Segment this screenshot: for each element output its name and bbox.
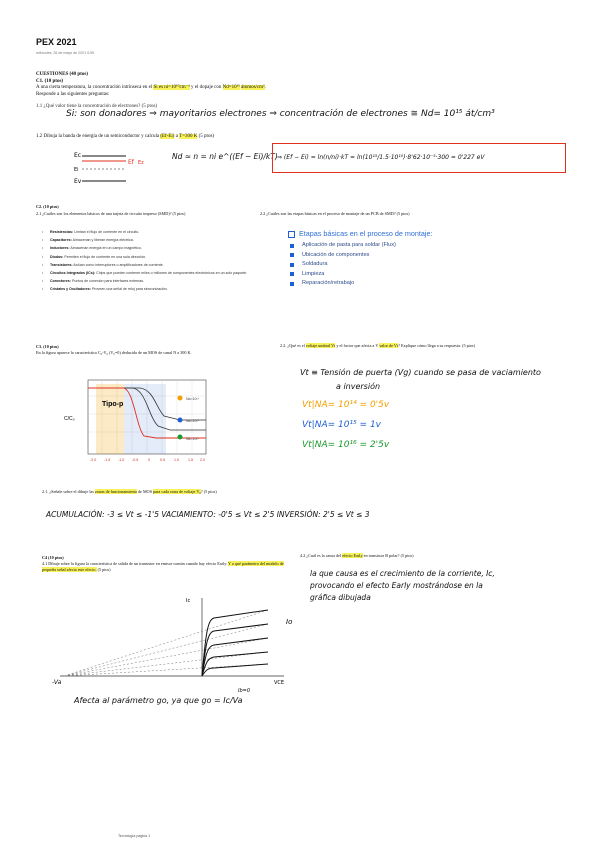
pcb-element-item [42,238,252,242]
pcb-element-name: Resistencias: [50,230,74,234]
c1-intro-text-2: y el dopaje con [189,85,222,90]
q12-highlight-temp: T=300 K [179,134,198,139]
pcb-element-item [42,279,252,283]
c1-intro-highlight-nd: Nd=10¹⁵ [222,85,240,90]
vt-definition: Vt ≡ Tensión de puerta (Vg) cuando se pasa de vaciamiento [300,368,541,377]
question-1-1: 1.1 ¿Qué valor tiene la concentración de electrones? (5 ptos) [36,104,158,109]
stages-title-text: Etapas básicas en el proceso de montaje: [299,229,433,238]
section-heading: CUESTIONES (40 ptos) [36,72,88,77]
zone-depletion [124,384,166,454]
xtick: -1.0 [118,458,125,462]
q12-highlight-ef-ei: (Ef-Ei) [160,134,175,139]
io-label: Io [286,618,293,626]
legend-na14: Na=10¹⁴ [186,397,200,401]
zone-accumulation [96,384,124,454]
q12-text-2: a [174,134,178,139]
q22-text-3: ? Explique cómo llega a su respuesta. (5 ptos) [398,343,475,348]
c1-intro-highlight-ni: Si es ni=10¹⁰cm⁻³ [153,85,190,90]
band-ei-label: Ei [74,167,79,173]
xtick: -0.5 [132,458,139,462]
graph-type-label: Tipo-p [102,401,124,408]
pcb-element-item [42,287,252,291]
xtick: 0.5 [160,458,165,462]
vt-value-na16: Vt|NA= 10¹⁶ = 2'5v [302,440,390,450]
pcb-element-name: Inductores: [50,246,70,251]
page-footer: Tecnología página 1 [118,834,151,838]
question-1-2 [36,133,214,140]
c3-intro: En la figura aparece la característica C₀-V₀ (V₀=0) deducida de un MOS de canal N a 300 K. [36,350,192,355]
pcb-element-item [42,263,252,267]
pcb-element-item [42,230,252,234]
pcb-element-desc: Permiten el flujo de corriente en una sola dirección. [63,254,147,259]
q22-highlight-value: valor de Vt [379,343,399,348]
pcb-element-name: Diodos: [50,254,64,259]
early-effect-answer: la que causa es el crecimiento de la corriente, Ic, provocando el efecto Early mostrándose en la gráfica dibujada [310,569,495,602]
pcb-elements-list [42,230,252,296]
page-title: PEX 2021 [36,37,77,47]
q22-highlight-vt: voltaje umbral Vt [305,343,336,348]
q42-highlight: efecto Early [342,553,363,558]
q41-highlight: Y a qué parámetro del modelo de pequeña señal afecta este efecto. [42,561,284,572]
vt-definition-2: a inversión [336,382,381,391]
cv-graph [60,376,216,472]
c2-label: C2. (10 ptos) [36,204,59,209]
xtick: 1.0 [174,458,179,462]
q21-text-2: de MOS [136,489,153,494]
marker-blue [178,418,183,423]
xtick: -1.5 [104,458,111,462]
marker-orange [178,396,183,401]
c1-intro-text-3: . Responde a las siguientes preguntas: [36,85,266,97]
q21-text: 2.1. ¿Señale sobre el dibujo las [42,489,94,494]
q22-text-2: y el factor que afecta a V [335,343,379,348]
stages-block [288,229,432,289]
q21-text-3: ? (5 ptos) [200,489,217,494]
pcb-element-desc: Almacenan y liberan energía eléctrica. [71,238,134,243]
question-2-1: 2.1 ¿Cuáles son los elementos básicos de una tarjeta de circuito impreso (SMD)? (5 ptos) [36,211,186,216]
stage-item: Ubicación de componentes [288,251,432,261]
vce-axis-label: VCE [274,680,285,686]
cv-xaxis-ticks [90,458,205,462]
q41-text: 4.1 Dibuje sobre la figura la característica de salida de un transistor en emisor común cuando hay efecto Early. [42,561,228,566]
ib-label: Ib=0 [238,688,251,694]
q21-highlight-zones: zonas de funcionamiento [95,489,137,494]
pcb-element-item [42,255,252,259]
checkbox-icon [288,231,295,238]
stages-list [288,241,432,289]
answer-1-1: Si: son donadores ⇒ mayoritarios electrones ⇒ concentración de electrones ≅ Nd= 10¹⁵ át/cm³ [66,109,495,119]
band-ec-label: Ec [74,152,82,159]
stage-item: Soldadura [288,260,432,270]
formula-nd: Nd ≈ n = ni e^((Ef − Ei)/kT) [172,152,278,161]
marker-green [178,435,183,440]
c1-intro-text: A una cierta temperatura, la concentración intrínseca en el [36,85,153,90]
pcb-element-item [42,246,252,250]
xtick: 0 [148,458,150,462]
q42-text: 4.2 ¿Cuál es la causa del [300,553,342,558]
question-4-1 [42,561,290,572]
q12-text: 1.2 Dibuja la banda de energía de un semiconductor y calcula [36,134,160,139]
stage-item: Limpieza [288,270,432,280]
xtick: 1.5 [188,458,193,462]
c3-label: C3. (10 ptos) [36,344,59,349]
pcb-element-desc: Chips que pueden contener miles o millones de componentes electrónicos en un solo paquete. [95,271,248,276]
stage-item: Reparación/retrabajo [288,279,432,289]
c4-label: C4 (10 ptos) [42,555,64,560]
pcb-element-item [42,271,252,275]
pcb-element-name: Conectores: [50,279,71,284]
c1-intro-highlight-units: átomos/cm³ [241,85,265,90]
pcb-element-name: Cristales y Osciladores: [50,287,91,292]
c1-label: C1. (10 ptos) [36,79,64,84]
legend-na15: Na=10¹⁵ [186,419,200,423]
ic-axis-label: Ic [186,598,191,604]
va-label: -Va [52,679,62,686]
q12-text-3: (5 ptos) [197,134,215,139]
question-4-2 [300,553,530,559]
xtick: -2.0 [90,458,97,462]
vt-value-na15: Vt|NA= 10¹⁵ = 1v [302,420,381,430]
band-ef-label: Ef [128,159,134,166]
page-subtitle: miércoles, 26 de mayo de 2021 0:59 [36,51,95,55]
pcb-element-desc: Limitan el flujo de corriente en el circuito. [73,230,140,234]
pcb-element-desc: Proveen una señal de reloj para sincronización. [90,287,168,292]
stages-title [288,229,432,238]
question-2-2-mos [280,343,520,349]
stage-item: Aplicación de pasta para soldar (Flux) [288,241,432,251]
pcb-element-name: Capacitores: [50,238,72,243]
pcb-element-name: Transistores: [50,262,73,267]
q21-highlight-voltage: para cada zona de voltaje V₀ [153,489,201,494]
early-parameter-answer: Afecta al parámetro go, ya que go = Ic/Va [74,696,243,705]
band-ev-label: Ev [74,178,82,185]
vt-value-na14: Vt|NA= 10¹⁴ = 0'5v [302,400,390,410]
cv-ylabel: C/C₀ [64,416,75,422]
formula-result-box: ⇒ (Ef − Ei) = ln(n/ni)·kT = ln(10¹⁵/1.5·10¹⁰)·8'62·10⁻⁵·300 = 0'227 eV [272,143,566,173]
c1-intro [36,84,286,98]
band-diagram [68,146,150,188]
q41-text-2: (5 ptos) [96,566,111,572]
question-2-2: 2.2 ¿Cuáles son las etapas básicas en el proceso de montaje de un PCB de SMD? (5 ptos) [260,211,410,216]
early-effect-graph [50,590,300,700]
q22-text: 2.2. ¿Qué es el [280,343,305,348]
pcb-element-desc: Almacenan energía en un campo magnético. [69,246,142,251]
zones-answer: ACUMULACIÓN: -3 ≤ Vt ≤ -1'5 VACIAMIENTO: -0'5 ≤ Vt ≤ 2'5 INVERSIÓN: 2'5 ≤ Vt ≤ 3 [46,510,370,519]
pcb-element-desc: Actúan como interruptores o amplificadores de corriente. [72,262,164,267]
question-2-1-mos [42,489,292,495]
band-ez-label: Ez [138,160,144,166]
legend-na16: Na=10¹⁶ [186,437,200,441]
pcb-element-name: Circuitos Integrados (ICs): [50,271,96,276]
xtick: 2.0 [200,458,205,462]
output-curves [202,610,268,676]
pcb-element-desc: Puntos de conexión para interfaces externas. [70,279,145,284]
q42-text-2: en transistor B polar? (5 ptos) [362,553,414,558]
